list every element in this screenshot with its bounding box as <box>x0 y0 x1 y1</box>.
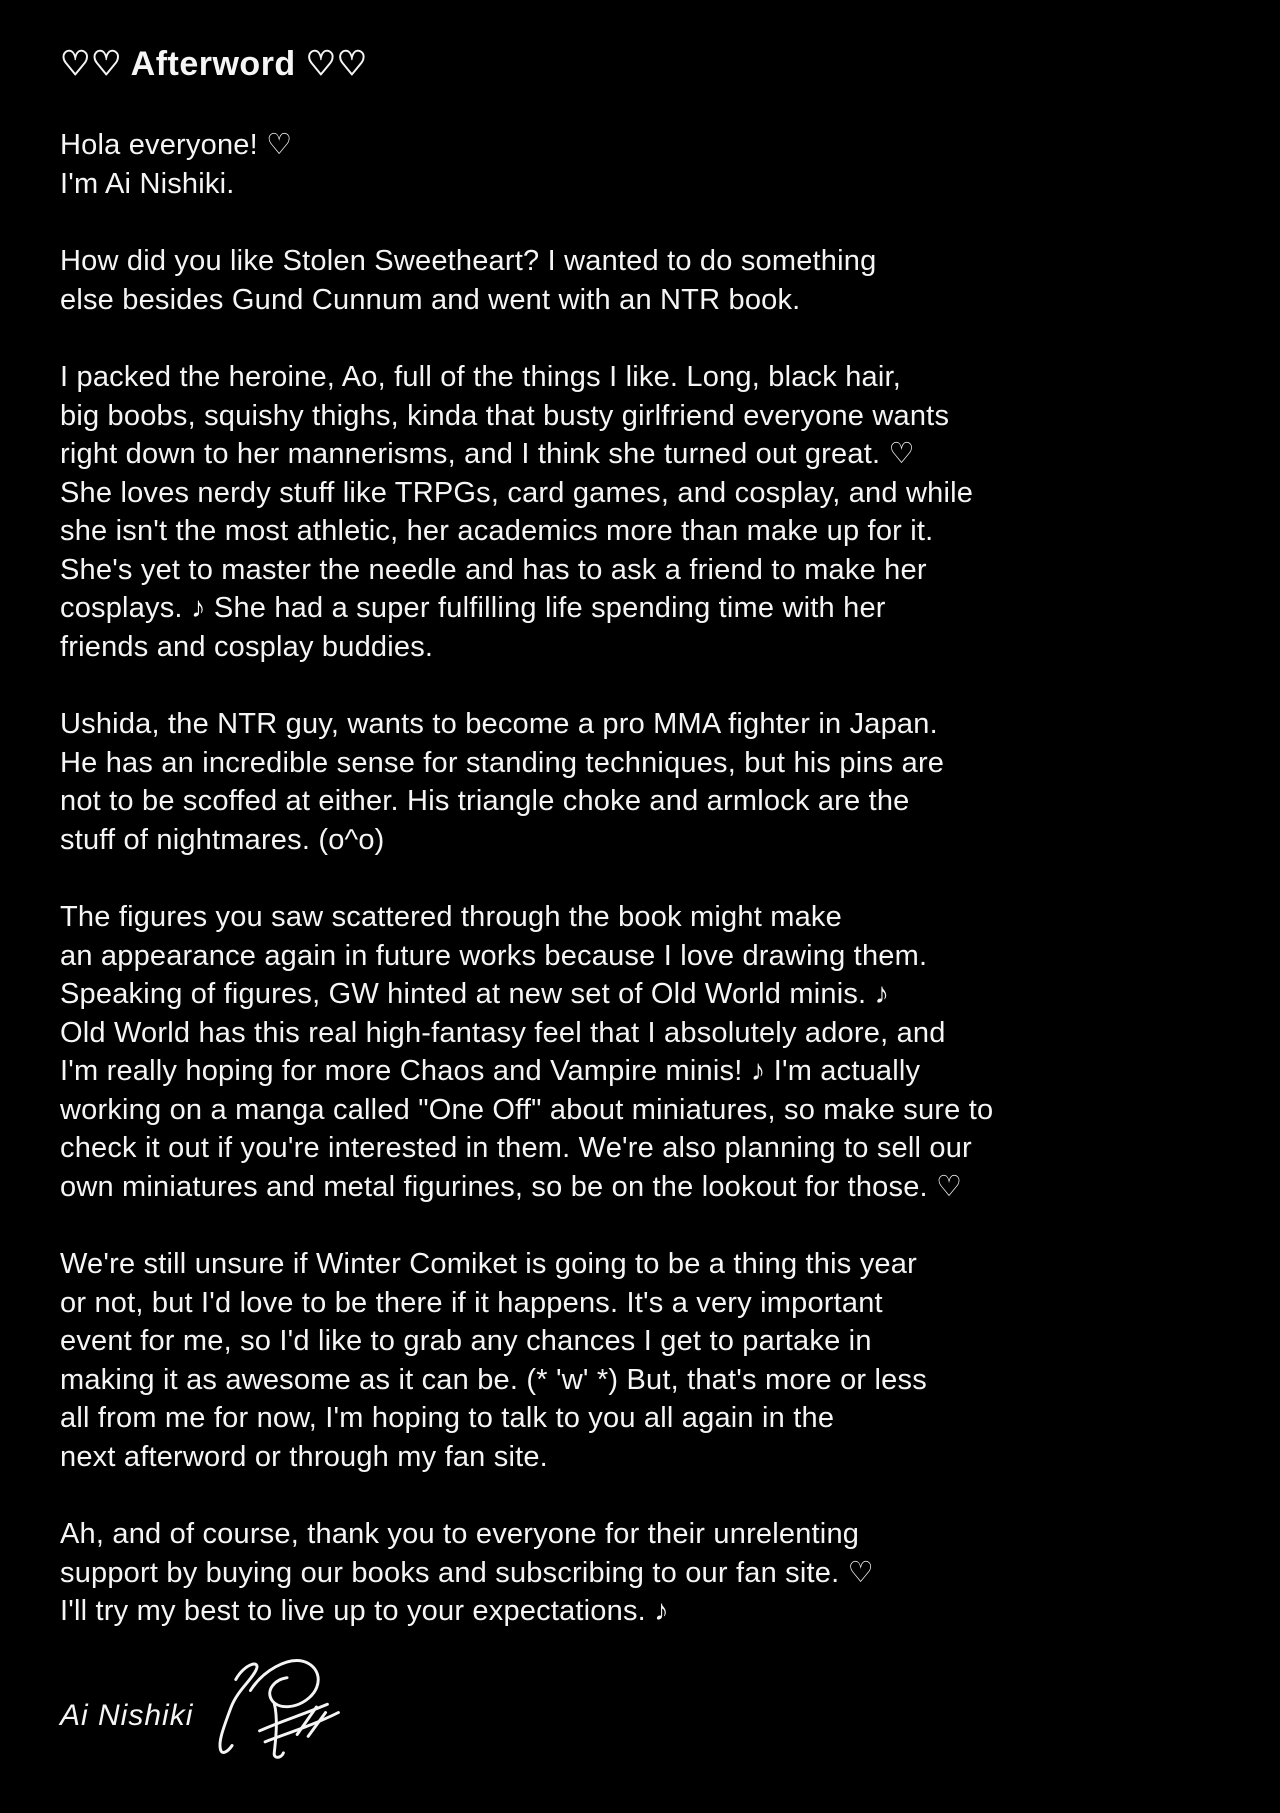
author-signature-name: Ai Nishiki <box>60 1698 194 1732</box>
text-line: own miniatures and metal figurines, so be on the lookout for those. ♡ <box>60 1170 963 1203</box>
text-line: Hola everyone! ♡ <box>60 129 293 161</box>
text-line: she isn't the most athletic, her academics more than make up for it. <box>60 515 934 547</box>
text-line: or not, but I'd love to be there if it happens. It's a very important <box>60 1286 883 1319</box>
page-title: ♡♡ Afterword ♡♡ <box>60 45 368 83</box>
text-line: Old World has this real high-fantasy feel that I absolutely adore, and <box>60 1016 946 1049</box>
text-line: not to be scoffed at either. His triangle choke and armlock are the <box>60 785 910 817</box>
paragraph-intro <box>60 242 1222 319</box>
text-line: working on a manga called "One Off" about miniatures, so make sure to <box>60 1093 994 1126</box>
paragraph-figures <box>60 898 1222 1206</box>
text-line: Ushida, the NTR guy, wants to become a pro MMA fighter in Japan. <box>60 708 938 740</box>
afterword-body <box>60 126 1222 1631</box>
text-line: support by buying our books and subscribing to our fan site. ♡ <box>60 1556 874 1589</box>
text-line: How did you like Stolen Sweetheart? I wanted to do something <box>60 245 877 277</box>
paragraph-ushida <box>60 705 1222 859</box>
text-line: right down to her mannerisms, and I think she turned out great. ♡ <box>60 438 915 470</box>
paragraph-thanks <box>60 1515 1222 1631</box>
text-line: The figures you saw scattered through the book might make <box>60 901 842 933</box>
text-line: I packed the heroine, Ao, full of the things I like. Long, black hair, <box>60 361 902 393</box>
text-line: I'm really hoping for more Chaos and Vampire minis! ♪ I'm actually <box>60 1055 921 1087</box>
text-line: I'll try my best to live up to your expectations. ♪ <box>60 1595 669 1627</box>
text-line: friends and cosplay buddies. <box>60 630 434 663</box>
text-line: cosplays. ♪ She had a super fulfilling life spending time with her <box>60 592 886 624</box>
text-line: He has an incredible sense for standing techniques, but his pins are <box>60 746 945 779</box>
text-line: Speaking of figures, GW hinted at new set of Old World minis. ♪ <box>60 978 890 1010</box>
paragraph-heroine <box>60 358 1222 666</box>
text-line: an appearance again in future works because I love drawing them. <box>60 939 928 972</box>
paragraph-comiket <box>60 1245 1222 1476</box>
text-line: else besides Gund Cunnum and went with an NTR book. <box>60 283 801 316</box>
paragraph-greeting <box>60 126 1222 203</box>
text-line: next afterword or through my fan site. <box>60 1440 548 1473</box>
text-line: check it out if you're interested in them. We're also planning to sell our <box>60 1132 972 1164</box>
text-line: She's yet to master the needle and has to ask a friend to make her <box>60 553 927 586</box>
signature-row <box>60 1670 1222 1762</box>
text-line: event for me, so I'd like to grab any chances I get to partake in <box>60 1325 872 1357</box>
text-line: She loves nerdy stuff like TRPGs, card games, and cosplay, and while <box>60 476 974 509</box>
text-line: big boobs, squishy thighs, kinda that busty girlfriend everyone wants <box>60 399 950 432</box>
text-line: We're still unsure if Winter Comiket is going to be a thing this year <box>60 1248 917 1280</box>
signature-scribble-icon <box>207 1652 347 1762</box>
text-line: stuff of nightmares. (o^o) <box>60 823 385 856</box>
text-line: all from me for now, I'm hoping to talk to you all again in the <box>60 1402 835 1434</box>
text-line: Ah, and of course, thank you to everyone for their unrelenting <box>60 1518 860 1550</box>
text-line: I'm Ai Nishiki. <box>60 167 235 200</box>
text-line: making it as awesome as it can be. (* 'w' *) But, that's more or less <box>60 1363 927 1396</box>
